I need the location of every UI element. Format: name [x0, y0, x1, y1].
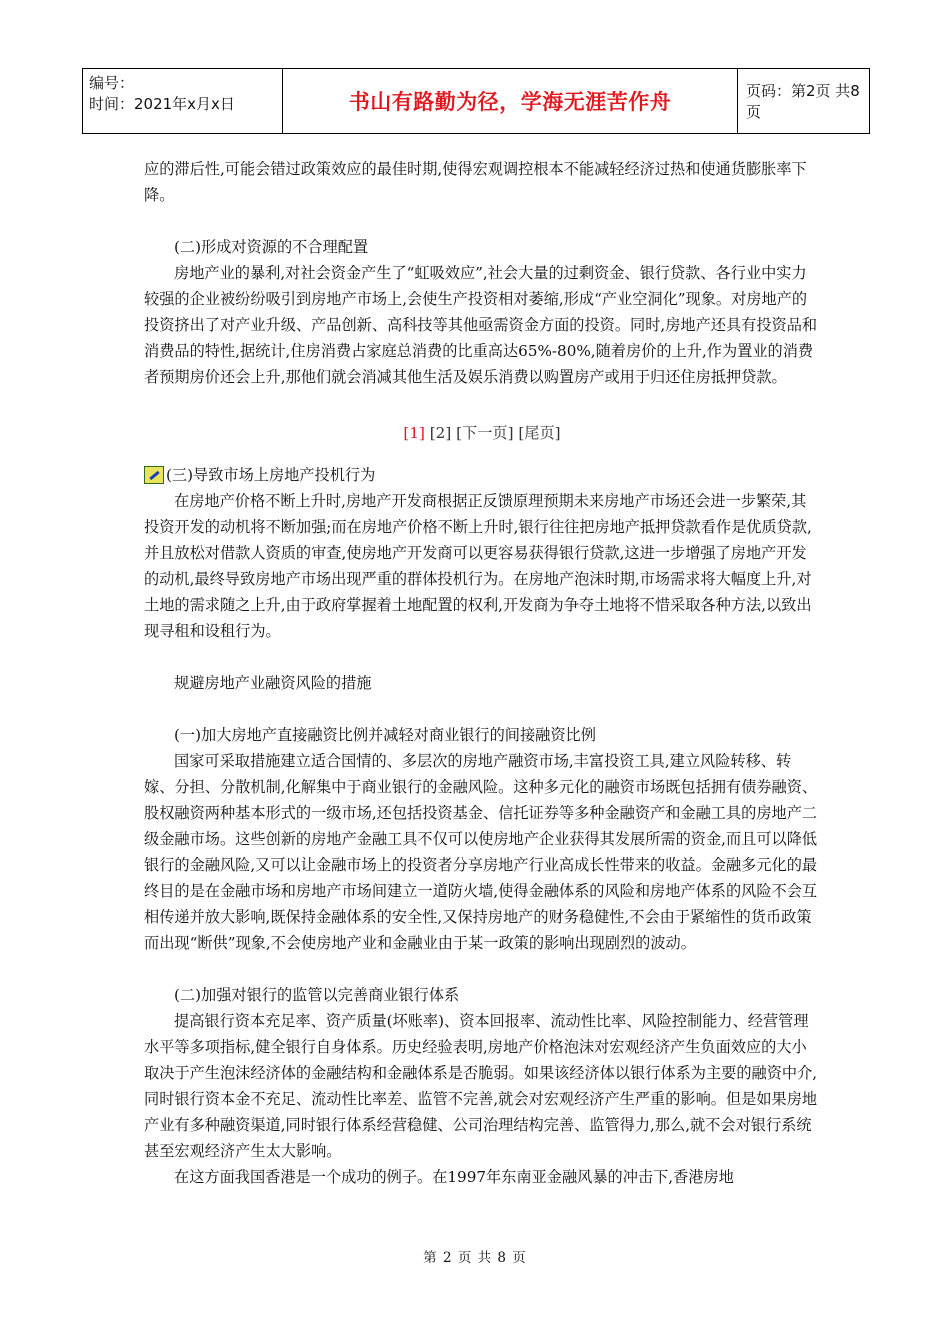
header-meta	[83, 69, 283, 133]
paragraph: 国家可采取措施建立适合国情的、多层次的房地产融资市场,丰富投资工具,建立风险转移、转嫁、分担、分散机制,化解集中于商业银行的金融风险。这种多元化的融资市场既包括拥有债券融资、股权融资两种基本形式的一级市场,还包括投资基金、信托证券等多种金融资产和金融工具的房地产二级金融市场。这些创新的房地产金融工具不仅可以使房地产企业获得其发展所需的资金,而且可以降低银行的金融风险,又可以让金融市场上的投资者分享房地产行业高成长性带来的收益。金融多元化的最终目的是在金融市场和房地产市场间建立一道防火墙,使得金融体系的风险和房地产体系的风险不会互相传递并放大影响,既保持金融体系的安全性,又保持房地产的财务稳健性,不会由于紧缩性的货币政策而出现“断供”现象,不会使房地产业和金融业由于某一政策的影响出现剧烈的波动。	[144, 752, 818, 952]
section-heading: 规避房地产业融资风险的措施	[174, 674, 372, 692]
page-header	[82, 68, 870, 134]
paragraph: 在这方面我国香港是一个成功的例子。在1997年东南亚金融风暴的冲击下,香港房地	[174, 1168, 734, 1186]
paragraph: 在房地产价格不断上升时,房地产开发商根据正反馈原理预期未来房地产市场还会进一步繁荣,其投资开发的动机将不断加强;而在房地产价格不断上升时,银行往往把房地产抵押贷款看作是优质贷款,并且放松对借款人资质的审查,使房地产开发商可以更容易获得银行贷款,这进一步增强了房地产开发的动机,最终导致房地产市场出现严重的群体投机行为。在房地产泡沫时期,市场需求将大幅度上升,对土地的需求随之上升,由于政府掌握着土地配置的权利,开发商为争夺土地将不惜采取各种方法,以致出现寻租和设租行为。	[144, 492, 812, 640]
pencil-icon	[144, 466, 164, 484]
subheading-row	[144, 462, 820, 488]
next-page-link[interactable]: [下一页]	[456, 424, 514, 442]
time-label: 时间：2021年x月x日	[89, 95, 235, 113]
page-footer: 第 2 页 共 8 页	[423, 1250, 527, 1266]
paragraph: 应的滞后性,可能会错过政策效应的最佳时期,使得宏观调控根本不能减轻经济过热和使通货膨胀率下降。	[144, 160, 807, 204]
subheading: (二)加强对银行的监管以完善商业银行体系	[174, 986, 460, 1004]
header-page-info: 页码：第2页 共8页	[746, 82, 860, 121]
paragraph: 提高银行资本充足率、资产质量(坏账率)、资本回报率、流动性比率、风险控制能力、经营管理水平等多项指标,健全银行自身体系。历史经验表明,房地产价格泡沫对宏观经济产生负面效应的大小取决于产生泡沫经济体的金融结构和金融体系是否脆弱。如果该经济体以银行体系为主要的融资中介,同时银行资本金不充足、流动性比率差、监管不完善,就会对宏观经济产生严重的影响。但是如果房地产业有多种融资渠道,同时银行体系经营稳健、公司治理结构完善、监管得力,那么,就不会对银行系统甚至宏观经济产生太大影响。	[144, 1012, 818, 1160]
subheading: (二)形成对资源的不合理配置	[174, 238, 369, 256]
subheading: (三)导致市场上房地产投机行为	[166, 466, 376, 484]
last-page-link[interactable]: [尾页]	[518, 424, 561, 442]
number-label: 编号：	[89, 74, 135, 92]
paragraph: 房地产业的暴利,对社会资金产生了“虹吸效应”,社会大量的过剩资金、银行贷款、各行业中实力较强的企业被纷纷吸引到房地产市场上,会使生产投资相对萎缩,形成“产业空洞化”现象。对房地产的投资挤出了对产业升级、产品创新、高科技等其他亟需资金方面的投资。同时,房地产还具有投资品和消费品的特性,据统计,住房消费占家庭总消费的比重高达65%-80%,随着房价的上升,作为置业的消费者预期房价还会上升,那他们就会消减其他生活及娱乐消费以购置房产或用于归还住房抵押贷款。	[144, 264, 818, 386]
pagination	[144, 420, 820, 446]
header-motto: 书山有路勤为径，学海无涯苦作舟	[283, 69, 738, 133]
document-body	[144, 156, 820, 1190]
page-link-1[interactable]: [1]	[403, 424, 425, 442]
page-link-2[interactable]: [2]	[429, 424, 452, 442]
subheading: (一)加大房地产直接融资比例并减轻对商业银行的间接融资比例	[174, 726, 596, 744]
